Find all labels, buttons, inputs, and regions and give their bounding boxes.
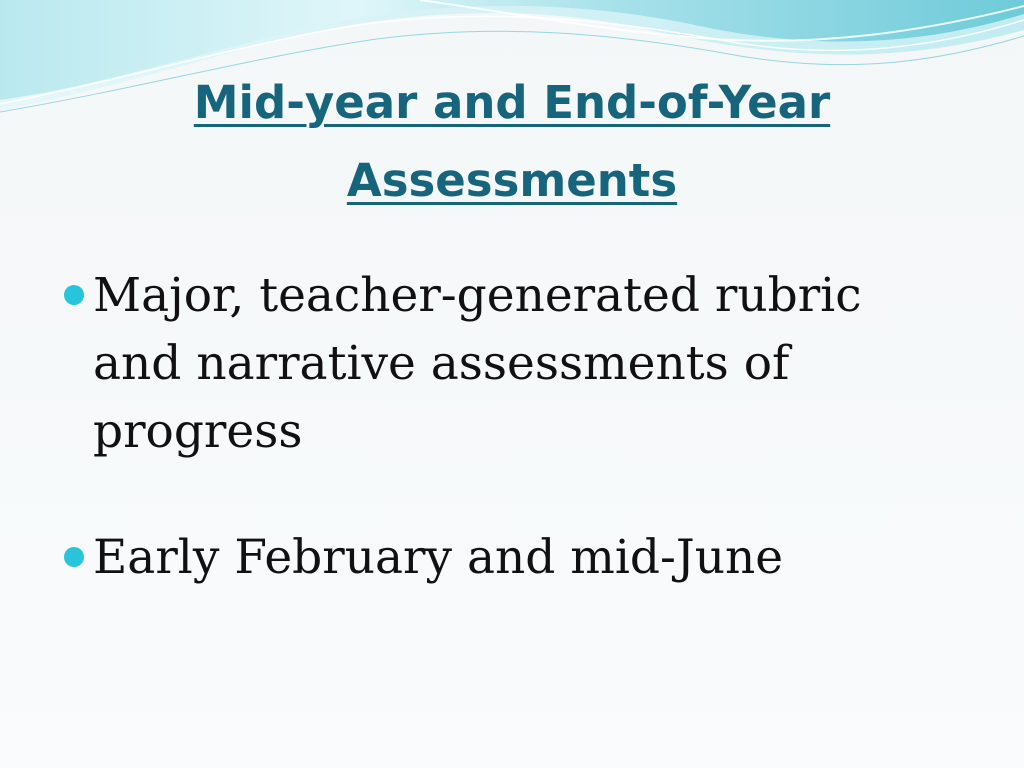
bullet-text: Early February and mid-June [93,530,784,585]
bullet-text: Major, teacher-generated rubric and narrative assessments of progress [93,268,862,459]
slide-title: Mid-year and End-of-Year Assessments [193,76,831,207]
bullet-dot-icon [64,285,84,305]
bullet-item-dates [60,524,920,592]
bullet-dot-icon [64,547,84,567]
bullet-list [60,262,920,592]
bullet-item-assessments [60,262,920,466]
